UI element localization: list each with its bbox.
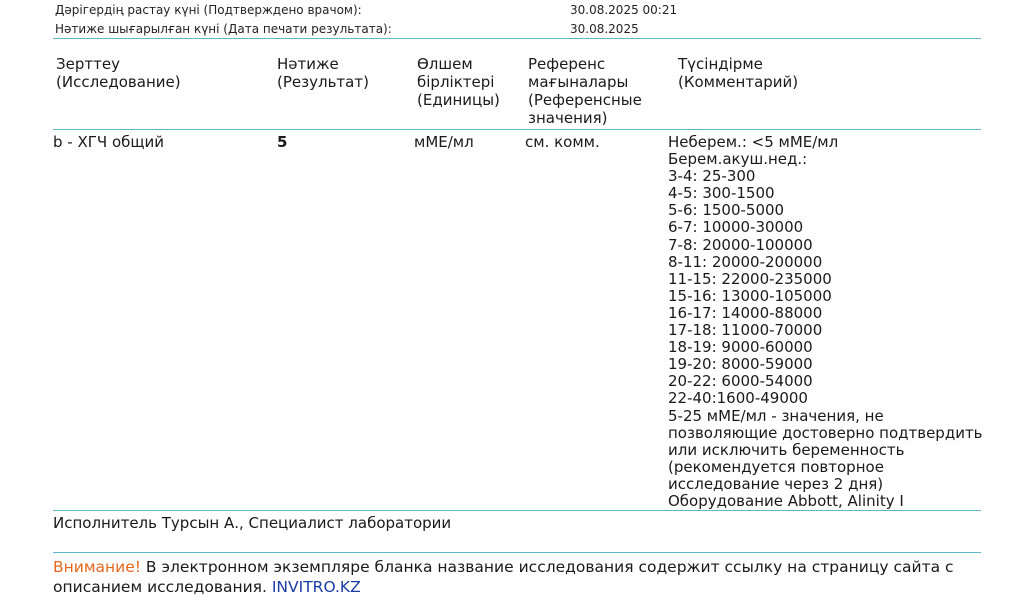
notice-paragraph [53,557,993,597]
confirm-date-label: Дәрігердің растау күні (Подтверждено врачом): [55,3,362,17]
comment-line: 11-15: 22000-235000 [668,269,832,288]
performer-text: Исполнитель Турсын А., Специалист лаборатории [53,514,452,532]
confirm-date-value: 30.08.2025 00:21 [570,3,678,17]
result-value: 5 [277,133,288,151]
comment-line: 18-19: 9000-60000 [668,338,813,357]
comment-line: Неберем.: <5 мМЕ/мл [668,133,839,151]
comment-line: 16-17: 14000-88000 [668,303,823,322]
header-reference: Референс мағыналары (Референсные значения) [528,55,642,127]
comment-line: 17-18: 11000-70000 [668,321,823,340]
comment-line: Оборудование Abbott, Alinity I [668,491,904,510]
comment-line: 4-5: 300-1500 [668,184,775,203]
comment-line: (рекомендуется повторное [668,457,884,476]
comment-line: 8-11: 20000-200000 [668,252,823,271]
comment-line: 5-6: 1500-5000 [668,201,785,220]
comment-line: исследование через 2 дня) [668,474,884,493]
comment-line: или исключить беременность [668,440,905,459]
header-study: Зерттеу (Исследование) [56,55,181,91]
top-divider [53,38,981,39]
comment-line: 7-8: 20000-100000 [668,235,813,254]
print-date-value: 30.08.2025 [570,22,639,36]
comment-line: 19-20: 8000-59000 [668,355,813,374]
header-divider [53,129,981,130]
header-units: Өлшем бірліктері (Единицы) [417,55,500,109]
footer-divider [53,552,981,553]
comment-line: 3-4: 25-300 [668,167,756,186]
notice-text: В электронном экземпляре бланка название исследования содержит ссылку на страницу сайта с описанием исследования. [53,558,954,596]
comment-line: 20-22: 6000-54000 [668,372,813,391]
comment-line: Берем.акуш.нед.: [668,150,808,169]
header-comment: Түсіндірме (Комментарий) [678,55,799,91]
comment-line: 15-16: 13000-105000 [668,286,832,305]
comment-block [668,134,983,510]
invitro-link[interactable]: INVITRO.KZ [271,578,361,596]
study-name-link[interactable]: b - ХГЧ общий [53,133,164,151]
comment-line: 5-25 мМЕ/мл - значения, не [668,406,884,425]
notice-warning: Внимание! [53,558,141,576]
header-result: Нәтиже (Результат) [277,55,369,91]
comment-line: 22-40:1600-49000 [668,389,808,408]
comment-line: позволяющие достоверно подтвердить [668,423,983,442]
units-value: мМЕ/мл [414,133,474,151]
comment-line: 6-7: 10000-30000 [668,218,804,237]
print-date-label: Нәтиже шығарылған күні (Дата печати результата): [55,22,392,36]
reference-value: см. комм. [525,133,600,151]
row-divider [53,510,981,511]
